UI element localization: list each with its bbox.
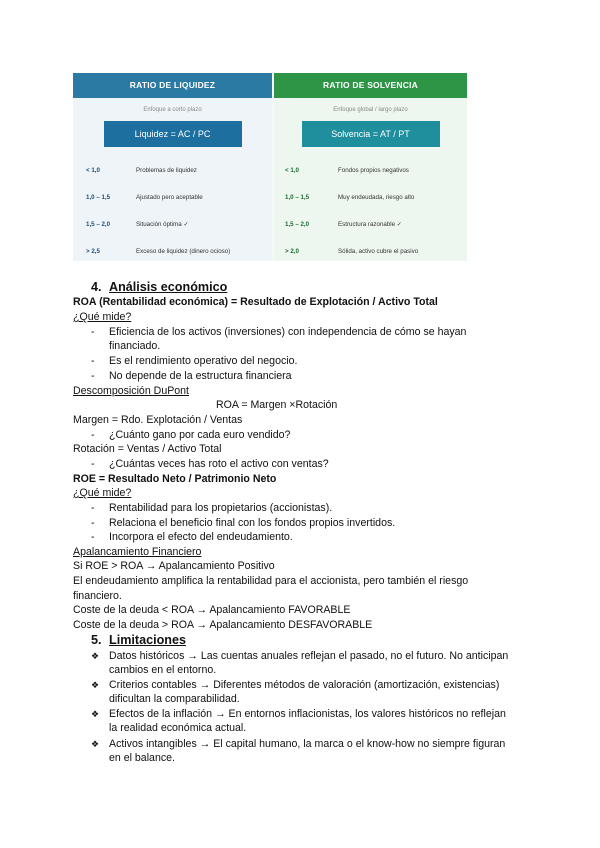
- liquidity-row: [73, 157, 272, 184]
- solvency-range: 1,5 – 2,0: [285, 221, 310, 228]
- apalancamiento-explanation-cont: financiero.: [73, 590, 122, 602]
- diamond-bullet-icon: ❖: [91, 680, 100, 690]
- roa-point-text: No depende de la estructura financiera: [109, 370, 292, 382]
- limitation-text: Efectos de la inflación → En entornos inflacionistas, los valores históricos no reflejan: [109, 708, 506, 720]
- liquidity-row: [73, 238, 272, 265]
- margen-question-text: ¿Cuánto gano por cada euro vendido?: [109, 429, 291, 441]
- solvency-row: [274, 184, 467, 211]
- solvency-range: > 2,0: [285, 248, 299, 255]
- roa-point-text: Es el rendimiento operativo del negocio.: [109, 355, 298, 367]
- limitation-text-cont: cambios en el entorno.: [109, 664, 217, 676]
- diamond-bullet-icon: ❖: [91, 709, 100, 719]
- solvency-ratio-card: [274, 73, 467, 261]
- roe-formula: ROE = Resultado Neto / Patrimonio Neto: [73, 473, 277, 485]
- liquidity-card-subtitle: Enfoque a corto plazo: [143, 107, 202, 113]
- liquidity-card-title: RATIO DE LIQUIDEZ: [73, 73, 272, 98]
- solvency-range: < 1,0: [285, 167, 299, 174]
- que-mide-label-2: ¿Qué mide?: [73, 487, 132, 499]
- dupont-title: Descomposición DuPont: [73, 385, 189, 397]
- dash-bullet: -: [91, 502, 95, 514]
- roa-formula: ROA (Rentabilidad económica) = Resultado de Explotación / Activo Total: [73, 296, 438, 308]
- limitation-text-cont: en el balance.: [109, 752, 175, 764]
- section-5-heading: [91, 633, 186, 647]
- liquidity-desc: Problemas de liquidez: [136, 167, 197, 174]
- liquidity-range: > 2,5: [86, 248, 100, 255]
- liquidity-desc: Ajustado pero aceptable: [136, 194, 203, 201]
- dash-bullet: -: [91, 326, 95, 338]
- section-5-title: Limitaciones: [109, 633, 186, 647]
- liquidity-range: 1,5 – 2,0: [86, 221, 111, 228]
- roe-point-text: Rentabilidad para los propietarios (accionistas).: [109, 502, 333, 514]
- section-4-heading: [91, 280, 227, 294]
- solvency-desc: Estructura razonable ✓: [338, 221, 402, 228]
- diamond-bullet-icon: ❖: [91, 651, 100, 661]
- diamond-bullet-icon: ❖: [91, 739, 100, 749]
- apalancamiento-explanation: El endeudamiento amplifica la rentabilidad para el accionista, pero también el riesgo: [73, 575, 469, 587]
- liquidity-desc: Exceso de liquidez (dinero ocioso): [136, 248, 231, 255]
- roe-point-text: Relaciona el beneficio final con los fondos propios invertidos.: [109, 517, 396, 529]
- limitation-text: Activos intangibles → El capital humano, la marca o el know-how no siempre figuran: [109, 738, 506, 750]
- liquidity-formula: Liquidez = AC / PC: [104, 121, 242, 147]
- coste-deuda-desfavorable: Coste de la deuda > ROA → Apalancamiento DESFAVORABLE: [73, 619, 373, 631]
- limitation-text-cont: la realidad económica actual.: [109, 722, 247, 734]
- liquidity-range: < 1,0: [86, 167, 100, 174]
- dash-bullet: -: [91, 429, 95, 441]
- section-4-number: 4.: [91, 280, 102, 294]
- solvency-row: [274, 211, 467, 238]
- liquidity-row: [73, 211, 272, 238]
- ratio-cards-image: [73, 73, 467, 261]
- roe-point-text: Incorpora el efecto del endeudamiento.: [109, 531, 293, 543]
- dash-bullet: -: [91, 531, 95, 543]
- rotacion-formula: Rotación = Ventas / Activo Total: [73, 443, 222, 455]
- roa-point-continuation: financiado.: [109, 340, 161, 352]
- solvency-desc: Fondos propios negativos: [338, 167, 409, 174]
- liquidity-row: [73, 184, 272, 211]
- limitation-text: Datos históricos → Las cuentas anuales reflejan el pasado, no el futuro. No anticipan: [109, 650, 509, 662]
- dupont-formula: ROA = Margen ×Rotación: [216, 399, 338, 411]
- solvency-desc: Sólida, activo cubre el pasivo: [338, 248, 419, 255]
- solvency-card-subtitle: Enfoque global / largo plazo: [333, 107, 408, 113]
- apalancamiento-rule: Si ROE > ROA → Apalancamiento Positivo: [73, 560, 275, 572]
- dash-bullet: -: [91, 517, 95, 529]
- dash-bullet: -: [91, 370, 95, 382]
- liquidity-desc: Situación óptima ✓: [136, 221, 189, 228]
- limitation-text: Criterios contables → Diferentes métodos de valoración (amortización, existencias): [109, 679, 500, 691]
- que-mide-label: ¿Qué mide?: [73, 311, 132, 323]
- dash-bullet: -: [91, 458, 95, 470]
- rotacion-question-text: ¿Cuántas veces has roto el activo con ventas?: [109, 458, 329, 470]
- liquidity-range: 1,0 – 1,5: [86, 194, 111, 201]
- limitation-text-cont: dificultan la comparabilidad.: [109, 693, 240, 705]
- solvency-row: [274, 238, 467, 265]
- solvency-card-title: RATIO DE SOLVENCIA: [274, 73, 467, 98]
- coste-deuda-favorable: Coste de la deuda < ROA → Apalancamiento FAVORABLE: [73, 604, 351, 616]
- section-4-title: Análisis económico: [109, 280, 228, 294]
- liquidity-ratio-card: [73, 73, 272, 261]
- solvency-formula: Solvencia = AT / PT: [302, 121, 440, 147]
- dash-bullet: -: [91, 355, 95, 367]
- section-5-number: 5.: [91, 633, 102, 647]
- roa-point-text: Eficiencia de los activos (inversiones) con independencia de cómo se hayan: [109, 326, 467, 338]
- solvency-row: [274, 157, 467, 184]
- margen-formula: Margen = Rdo. Explotación / Ventas: [73, 414, 243, 426]
- solvency-range: 1,0 – 1,5: [285, 194, 310, 201]
- solvency-desc: Muy endeudada, riesgo alto: [338, 194, 415, 201]
- apalancamiento-title: Apalancamiento Financiero: [73, 546, 202, 558]
